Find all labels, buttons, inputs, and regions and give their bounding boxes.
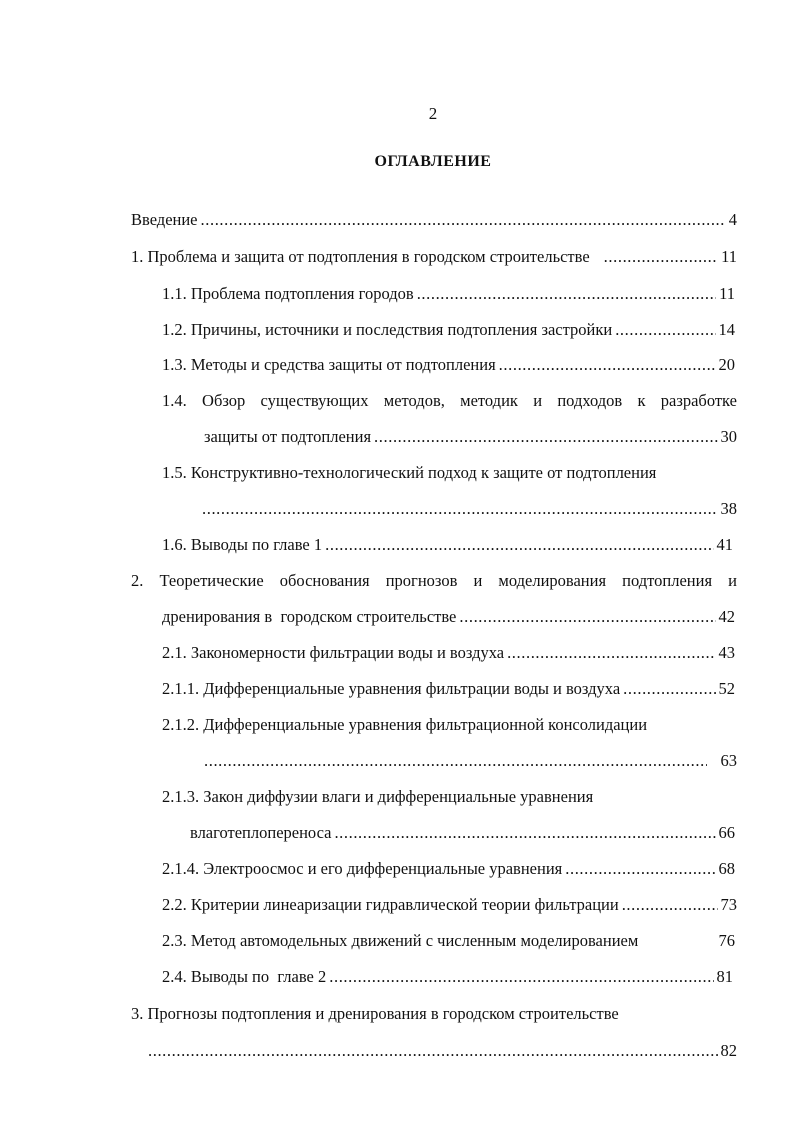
toc-entry-chapter-3-line1: 3. Прогнозы подтопления и дренирования в городском строительстве [131,1004,619,1023]
toc-entry-2-1-2-line2 [204,750,737,772]
page-title: ОГЛАВЛЕНИЕ [374,153,492,170]
toc-entry-text: 1.6. Выводы по главе 1 [162,535,323,554]
toc-entry-2-1-3-line1: 2.1.3. Закон диффузии влаги и дифференциальные уравнения [162,787,594,806]
toc-entry-1-3 [162,354,735,376]
toc-leader-dots [374,426,717,448]
toc-entry-1-4-line2 [204,426,737,448]
toc-leader-dots [507,642,715,664]
toc-page-number: 41 [716,535,733,554]
toc-leader-dots [334,822,715,844]
toc-entry-2-1-4 [162,858,735,880]
toc-entry-2-4 [162,966,733,988]
toc-page-number: 14 [718,320,735,339]
toc-entry-text: 2.2. Критерии линеаризации гидравлической теории фильтрации [162,895,619,914]
toc-page-number: 4 [728,210,737,229]
toc-page-number: 73 [720,895,737,914]
toc-leader-dots [204,750,707,772]
toc-entry-1-2 [162,319,735,341]
toc-leader-dots [202,498,718,520]
toc-page-number: 30 [720,427,737,446]
toc-leader-dots [417,283,716,305]
toc-leader-dots [604,246,718,268]
toc-leader-dots [499,354,716,376]
toc-leader-dots [201,209,726,231]
toc-leader-dots [325,534,713,556]
toc-entry-2-1-3-line2 [190,822,735,844]
toc-leader-dots [459,606,715,628]
toc-leader-dots [622,894,718,916]
toc-page-number: 82 [720,1041,737,1060]
toc-page-number: 38 [720,499,737,518]
toc-entry-2-1-2-line1: 2.1.2. Дифференциальные уравнения фильтрационной консолидации [162,715,648,734]
toc-entry-text: 2.4. Выводы по главе 2 [162,967,327,986]
toc-entry-chapter-2-line2 [162,606,735,628]
toc-entry-text: 1.3. Методы и средства защиты от подтопления [162,355,496,374]
toc-entry-text: влаготеплопереноса [190,823,332,842]
toc-entry-text: 1.1. Проблема подтопления городов [162,284,414,303]
toc-page-number: 42 [718,607,735,626]
toc-leader-dots [615,319,715,341]
toc-entry-chapter-3-line2 [148,1040,737,1062]
toc-entry-2-2 [162,894,737,916]
toc-entry-1-1 [162,283,735,305]
toc-entry-text: 1. Проблема и защита от подтопления в городском строительстве [131,247,590,266]
toc-entry-intro [131,209,737,231]
toc-page-number: 20 [718,355,735,374]
toc-entry-1-5-line2 [202,498,737,520]
toc-entry-1-5-line1: 1.5. Конструктивно-технологический подход к защите от подтопления [162,463,657,482]
toc-entry-text: дренирования в городском строительстве [162,607,457,626]
toc-page-number: 68 [718,859,735,878]
toc-entry-text: 2.1. Закономерности фильтрации воды и воздуха [162,643,505,662]
toc-leader-dots [148,1040,718,1062]
toc-leader-dots [329,966,713,988]
toc-entry-text: 2.1.1. Дифференциальные уравнения фильтрации воды и воздуха [162,679,621,698]
toc-entry-1-6 [162,534,733,556]
toc-entry-chapter-2-line1: 2. Теоретические обоснования прогнозов и моделирования подтопления и [131,571,737,590]
page-number: 2 [428,104,438,123]
toc-page-number: 43 [718,643,735,662]
toc-entry-text: защиты от подтопления [204,427,372,446]
toc-entry-text: Введение [131,210,198,229]
toc-page-number: 11 [719,284,735,303]
toc-entry-chapter-1 [131,246,737,268]
toc-entry-text: 1.2. Причины, источники и последствия подтопления застройки [162,320,613,339]
toc-entry-2-1-1 [162,678,735,700]
toc-page-number: 52 [718,679,735,698]
toc-page-number: 63 [720,751,737,770]
toc-leader-dots [565,858,715,880]
toc-page-number: 66 [718,823,735,842]
toc-entry-text: 2.3. Метод автомодельных движений с численным моделированием [162,931,639,950]
toc-page-number: 76 [718,931,735,950]
toc-entry-2-1 [162,642,735,664]
toc-entry-text: 2.1.4. Электроосмос и его дифференциальные уравнения [162,859,563,878]
toc-page-number: 11 [721,247,737,266]
toc-entry-2-3 [162,930,735,952]
toc-page-number: 81 [716,967,733,986]
toc-entry-1-4-line1: 1.4. Обзор существующих методов, методик и подходов к разработке [162,391,737,410]
toc-leader-dots [623,678,715,700]
